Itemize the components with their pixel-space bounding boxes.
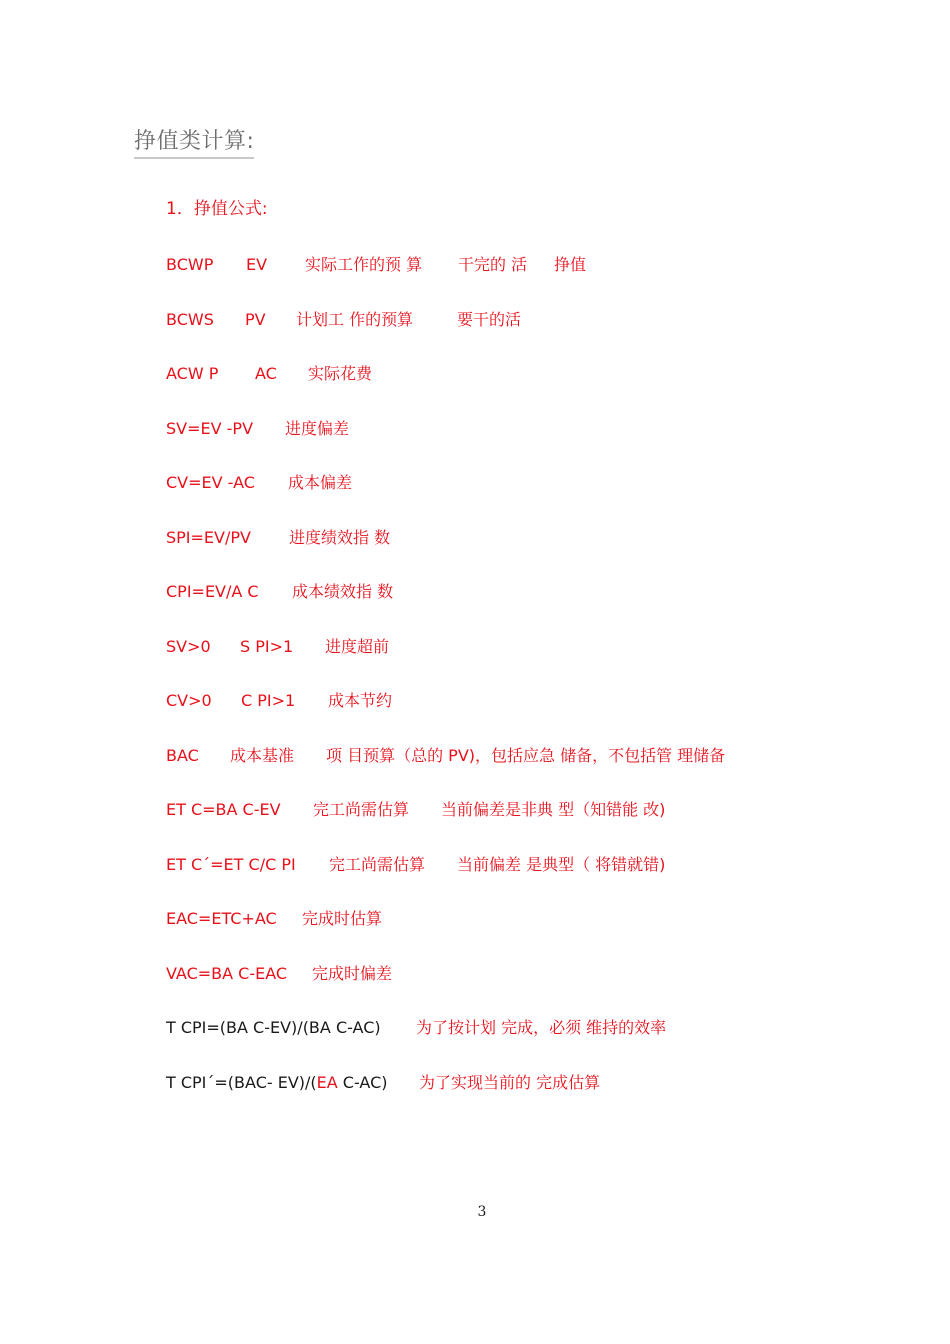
formula-description: 成本绩效指 数 (292, 582, 394, 601)
term-definition: 实际工作的预 算 (305, 255, 423, 274)
term-abbr: EV (246, 255, 268, 274)
formula-description: 进度绩效指 数 (289, 528, 391, 547)
formula-part: -AC) (353, 1073, 388, 1092)
formula-description: 为了实现当前的 完成估算 (419, 1073, 601, 1092)
formula-note: 当前偏差是非典 型（知错能 改) (441, 800, 666, 819)
condition: S PI>1 (240, 637, 294, 656)
formula-description: 成本节约 (328, 691, 393, 710)
condition: CV>0 (166, 691, 212, 710)
formula: ET C´=ET C/C PI (166, 855, 296, 874)
condition: C PI>1 (241, 691, 296, 710)
term-definition: 实际花费 (308, 364, 373, 383)
section-heading: 挣值类计算: (134, 124, 254, 159)
formula: EAC=ETC+AC (166, 909, 277, 928)
formula-description: 完工尚需估算 (313, 800, 410, 819)
term-explanation: 项 目预算（总的 PV)，包括应急 储备，不包括管 理储备 (326, 746, 726, 765)
term: ACW P (166, 364, 219, 383)
term-meaning: 干完的 活 (458, 255, 528, 274)
formula: SV=EV -PV (166, 419, 254, 438)
formula-description: 成本偏差 (288, 473, 353, 492)
term-name: 挣值 (554, 255, 587, 274)
formula-description: 进度偏差 (285, 419, 350, 438)
formula-description: 完成时偏差 (312, 964, 393, 983)
subheading: 1．挣值公式: (166, 199, 268, 219)
formula-note: 当前偏差 是典型（ 将错就错) (457, 855, 666, 874)
condition: SV>0 (166, 637, 211, 656)
formula: SPI=EV/PV (166, 528, 251, 547)
term-abbr: AC (255, 364, 277, 383)
formula: T CPI=(BA C-EV)/(BA C-AC) (166, 1018, 381, 1037)
term: BCWP (166, 255, 214, 274)
formula-part: EA (316, 1073, 338, 1092)
page-number: 3 (477, 1204, 487, 1220)
term: BAC (166, 746, 199, 765)
term-definition: 成本基准 (230, 746, 295, 765)
term-definition: 计划工 作的预算 (296, 310, 414, 329)
formula-part: C (337, 1073, 354, 1092)
formula-description: 为了按计划 完成，必须 维持的效率 (416, 1018, 667, 1037)
formula (166, 1073, 387, 1093)
formula: CV=EV -AC (166, 473, 255, 492)
formula-description: 完工尚需估算 (329, 855, 426, 874)
formula-description: 完成时估算 (302, 909, 383, 928)
term-meaning: 要干的活 (457, 310, 522, 329)
term: BCWS (166, 310, 214, 329)
formula: CPI=EV/A C (166, 582, 259, 601)
formula-part: T CPI´=(BAC- EV)/( (166, 1073, 317, 1092)
term-abbr: PV (245, 310, 266, 329)
formula: ET C=BA C-EV (166, 800, 281, 819)
formula-description: 进度超前 (325, 637, 390, 656)
formula: VAC=BA C-EAC (166, 964, 288, 983)
